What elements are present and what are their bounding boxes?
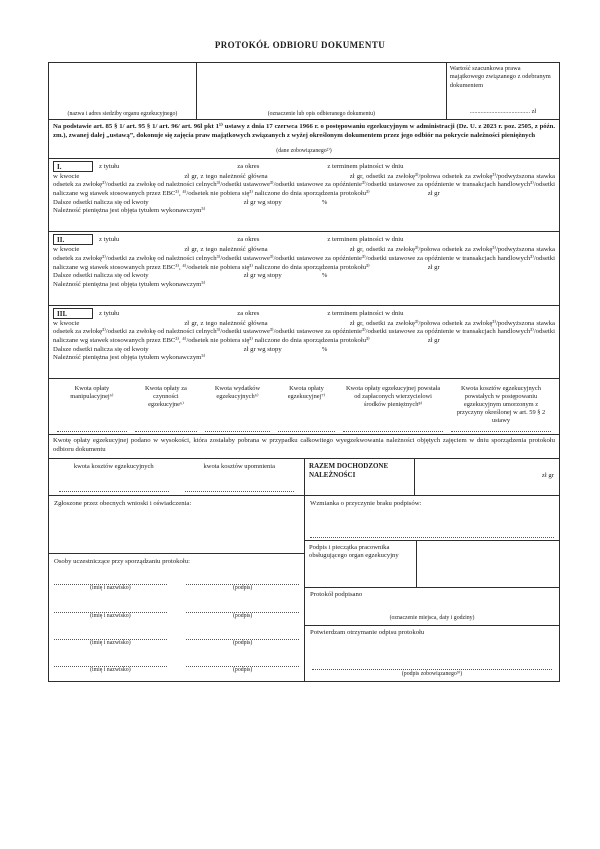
page-title: PROTOKÓŁ ODBIORU DOKUMENTU [214, 40, 386, 50]
name-field: (imię i nazwisko) [54, 659, 167, 675]
copy-receipt-cell [305, 626, 559, 682]
further-interest-line: Dalsze odsetki nalicza się od kwoty zł gr wg stopy % [53, 198, 328, 206]
writ-line: Należność pieniężna jest objęta tytułem wykonawczym⁵⁾ [53, 207, 206, 215]
signature-fill-line [186, 605, 299, 613]
remark-fill-line [310, 532, 554, 538]
fee-fill-line [57, 425, 127, 432]
protocol-signed-label: Protokół podpisano [310, 590, 363, 598]
section-number-box: I. [53, 161, 93, 172]
org-name-caption: (nazwa i adres siedziby organu egzekucyjnego) [67, 110, 178, 117]
bottom-left-column [49, 496, 305, 682]
estimated-value-line: ....................................... zł [469, 107, 537, 115]
label-termin-platnosci: z terminem płatności w dniu [327, 162, 404, 170]
document-desc-caption: (oznaczenie lub opis odbieranego dokumentu) [267, 110, 375, 117]
name-field: (imię i nazwisko) [54, 577, 167, 593]
fee-col-enforcement-actions: Kwota opłaty za czynności egzekucyjne⁶⁾ [131, 385, 201, 432]
motions-cell: Zgłoszone przez obecnych wnioski i oświadczenia: [49, 496, 304, 554]
protocol-form [48, 62, 560, 682]
reminder-fill-line [185, 486, 295, 492]
claim-amount-text: w kwocie zł gr, z tego należność główna zł gr, odsetki za zwłokę³⁾/połowa odsetek za zwłokę³⁾/podwyższona stawka odsetek za zwłokę³⁾/odsetki za zwłokę od należności celnych³⁾/odsetki ustawowe³⁾/odsetki ustawowe za opóźnienie³⁾/odsetki ustawowe za opóźnienie w transakcjach handlowych³⁾/odsetki naliczane wg stawek stosowanych przez EBC³⁾, ⁴⁾/odsetek nie pobiera się³⁾ naliczone do dnia sporządzenia protokołu³⁾ zł gr [53, 246, 555, 271]
fee-fill-line [205, 425, 270, 432]
further-interest-line: Dalsze odsetki nalicza się od kwoty zł gr wg stopy % [53, 272, 328, 280]
fee-col-discontinued-costs: Kwota kosztów egzekucyjnych powstałych w postępowaniu egzekucyjnym umorzonym z przyczyny określonej w art. 59 § 2 ustawy [447, 385, 555, 432]
name-field: (imię i nazwisko) [54, 632, 167, 648]
no-signatures-remark-label: Wzmianka o przyczynie braku podpisów: [310, 499, 422, 507]
fee-col-enforcement-fee: Kwota opłaty egzekucyjnej⁷⁾ [274, 385, 339, 432]
claim-section-2 [48, 232, 560, 306]
signature-fill-line [186, 659, 299, 667]
name-fill-line [54, 605, 167, 613]
writ-line: Należność pieniężna jest objęta tytułem wykonawczym⁵⁾ [53, 280, 206, 288]
signature-fill-line [186, 632, 299, 640]
reminder-costs-sub: kwota kosztów upomnienia [177, 463, 303, 492]
place-date-caption: (oznaczenie miejsca, daty i godziny) [389, 615, 475, 622]
document-desc-cell [197, 63, 447, 119]
label-za-okres: za okres [237, 162, 260, 170]
name-field: (imię i nazwisko) [54, 605, 167, 621]
name-fill-line [54, 632, 167, 640]
bottom-area [48, 496, 560, 683]
signature-row [54, 577, 299, 593]
claim-amount-text: w kwocie zł gr, z tego należność główna zł gr, odsetki za zwłokę³⁾/połowa odsetek za zwłokę³⁾/podwyższona stawka odsetek za zwłokę³⁾/odsetki za zwłokę od należności celnych³⁾/odsetki ustawowe³⁾/odsetki ustawowe za opóźnienie³⁾/odsetki ustawowe za opóźnienie w transakcjach handlowych³⁾/odsetki naliczane wg stawek stosowanych przez EBC³⁾, ⁴⁾/odsetek nie pobiera się³⁾ naliczone do dnia sporządzenia protokołu³⁾ zł gr [53, 172, 555, 198]
writ-line: Należność pieniężna jest objęta tytułem wykonawczym⁵⁾ [53, 354, 206, 362]
enforcement-costs-sub: kwota kosztów egzekucyjnych [51, 463, 177, 492]
further-interest-line: Dalsze odsetki nalicza się od kwoty zł gr wg stopy % [53, 345, 328, 353]
costs-fill-line [59, 486, 169, 492]
total-claims-amount-cell: zł gr [541, 472, 554, 480]
label-termin-platnosci: z terminem płatności w dniu [327, 236, 404, 244]
header-table [48, 62, 560, 120]
fee-col-expenses: Kwota wydatków egzekucyjnych⁶⁾ [201, 385, 274, 432]
officer-signature-cell [305, 541, 559, 588]
signature-field: (podpis) [186, 577, 299, 593]
fee-fill-line [451, 425, 551, 432]
label-z-tytulu: z tytułu [99, 236, 120, 244]
fee-col-paid-creditor: Kwota opłaty egzekucyjnej powstała od zapłaconych wierzycielowi środków pieniężnych⁸⁾ [339, 385, 447, 432]
label-za-okres: za okres [237, 309, 260, 317]
org-name-cell [49, 63, 197, 119]
participants-cell [49, 554, 304, 682]
label-z-tytulu: z tytułu [99, 162, 120, 170]
signature-field: (podpis) [186, 632, 299, 648]
claim-section-1-header [53, 161, 555, 172]
claim-section-1 [48, 159, 560, 233]
section-number-box: III. [53, 308, 93, 319]
label-z-tytulu: z tytułu [99, 309, 120, 317]
claim-amount-text: w kwocie zł gr, z tego należność główna zł gr, odsetki za zwłokę³⁾/połowa odsetek za zwłokę³⁾/podwyższona stawka odsetek za zwłokę³⁾/odsetki za zwłokę od należności celnych³⁾/odsetki ustawowe³⁾/odsetki ustawowe za opóźnienie³⁾/odsetki ustawowe za opóźnienie w transakcjach handlowych³⁾/odsetki naliczane wg stawek stosowanych przez EBC³⁾, ⁴⁾/odsetek nie pobiera się³⁾ naliczone do dnia sporządzenia protokołu³⁾ zł gr [53, 319, 555, 345]
legal-basis-box [48, 120, 560, 159]
fee-columns [49, 379, 559, 434]
signature-row [54, 632, 299, 648]
officer-signature-space [417, 541, 559, 587]
claim-section-2-header [53, 234, 555, 245]
protocol-signed-cell [305, 588, 559, 626]
label-za-okres: za okres [237, 236, 260, 244]
debtor-data-caption: (dane zobowiązanego²⁾) [276, 148, 332, 155]
signature-row [54, 659, 299, 675]
signature-field: (podpis) [186, 659, 299, 675]
estimated-value-cell [447, 63, 559, 119]
fee-note: Kwotę opłaty egzekucyjnej podano w wysokości, która zostałaby pobrana w przypadku całkowitego wyegzekwowania należności objętych zajęciem w dniu sporządzenia protokołu odbioru dokumentu [49, 434, 559, 457]
signature-field: (podpis) [186, 605, 299, 621]
no-signatures-remark-cell [305, 496, 559, 541]
debtor-signature-caption: (podpis zobowiązanego⁹⁾) [401, 671, 463, 677]
fee-col-manipulation: Kwota opłaty manipulacyjnej⁶⁾ [53, 385, 131, 432]
signature-row [54, 605, 299, 621]
fee-fill-line [278, 425, 335, 432]
officer-signature-label: Podpis i pieczątka pracownika obsługującego organ egzekucyjny [305, 541, 417, 587]
estimated-value-label: Wartość szacunkowa prawa majątkowego związanego z odebranym dokumentem [449, 65, 551, 89]
fee-fill-line [135, 425, 197, 432]
copy-receipt-label: Potwierdzam otrzymanie odpisu protokołu [310, 628, 425, 636]
fee-fill-line [343, 425, 443, 432]
totals-costs-cell [49, 459, 305, 495]
label-termin-platnosci: z terminem płatności w dniu [327, 309, 404, 317]
bottom-right-column [305, 496, 559, 682]
participants-label: Osoby uczestniczące przy sporządzaniu protokołu: [54, 557, 190, 565]
total-claims-label: RAZEM DOCHODZONE NALEŻNOŚCI [305, 459, 415, 495]
legal-basis-paragraph: Na podstawie art. 85 § 1/ art. 95 § 1/ art. 96/ art. 96l pkt 1¹⁾ ustawy z dnia 17 czerwca 1966 r. o postępowaniu egzekucyjnym w administracji (Dz. U. z 2023 r. poz. 2505, z późn. zm.), zwanej dalej „ustawą”, dokonuje się zajęcia praw majątkowych związanych z wyżej określonym dokumentem przez jego odbiór na pokrycie należności pieniężnych [53, 123, 555, 139]
name-fill-line [54, 659, 167, 667]
claim-section-3 [48, 306, 560, 380]
section-number-box: II. [53, 234, 93, 245]
claim-section-3-header [53, 308, 555, 319]
totals-row [48, 459, 560, 496]
fees-box [48, 379, 560, 458]
